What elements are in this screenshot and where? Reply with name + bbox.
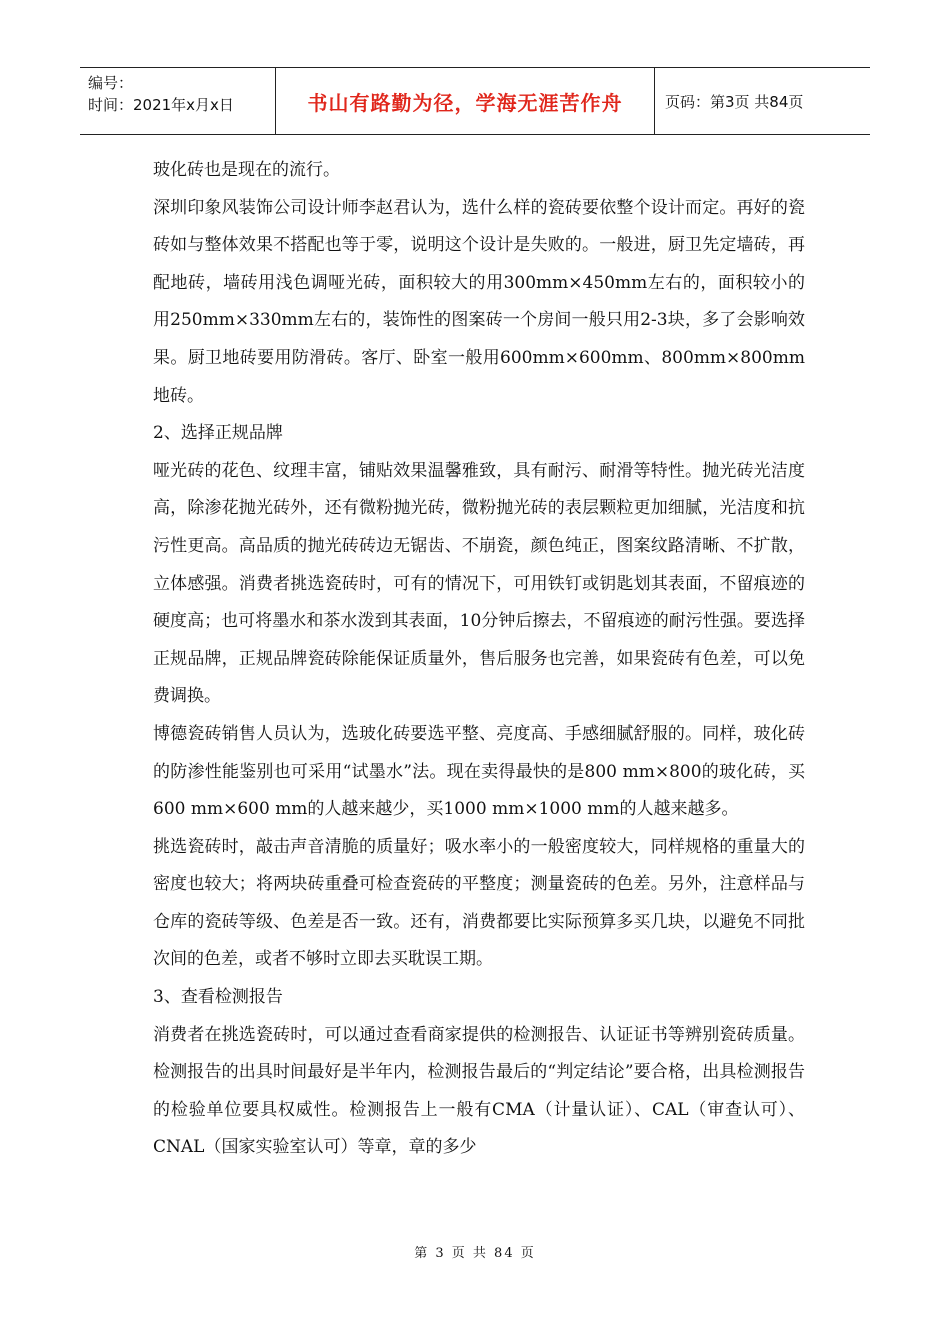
document-date-label: 时间：2021年x月x日 <box>88 96 234 114</box>
header-meta <box>80 68 276 134</box>
paragraph: 深圳印象风装饰公司设计师李赵君认为，选什么样的瓷砖要依整个设计而定。再好的瓷砖如与整体效果不搭配也等于零，说明这个设计是失败的。一般进，厨卫先定墙砖，再配地砖，墙砖用浅色调哑光砖，面积较大的用300mm×450mm左右的，面积较小的用250mm×330mm左右的，装饰性的图案砖一个房间一般只用2-3块，多了会影响效果。厨卫地砖要用防滑砖。客厅、卧室一般用600mm×600mm、800mm×800mm地砖。 <box>153 197 805 406</box>
paragraph: 挑选瓷砖时，敲击声音清脆的质量好；吸水率小的一般密度较大，同样规格的重量大的密度也较大；将两块砖重叠可检查瓷砖的平整度；测量瓷砖的色差。另外，注意样品与仓库的瓷砖等级、色差是否一致。还有，消费都要比实际预算多买几块，以避免不同批次间的色差，或者不够时立即去买耽误工期。 <box>153 836 805 970</box>
page-footer: 第 3 页 共 84 页 <box>414 1246 536 1261</box>
paragraph: 博德瓷砖销售人员认为，选玻化砖要选平整、亮度高、手感细腻舒服的。同样，玻化砖的防渗性能鉴别也可采用“试墨水”法。现在卖得最快的是800 mm×800的玻化砖，买600 mm×600 mm的人越来越少，买1000 mm×1000 mm的人越来越多。 <box>153 723 805 820</box>
paragraph: 玻化砖也是现在的流行。 <box>153 160 340 180</box>
document-number-label: 编号： <box>88 74 134 92</box>
header-motto: 书山有路勤为径，学海无涯苦作舟 <box>276 68 655 134</box>
header-page-number: 页码：第3页 共84页 <box>665 92 804 111</box>
paragraph: 哑光砖的花色、纹理丰富，铺贴效果温馨雅致，具有耐污、耐滑等特性。抛光砖光洁度高，除渗花抛光砖外，还有微粉抛光砖，微粉抛光砖的表层颗粒更加细腻，光洁度和抗污性更高。高品质的抛光砖砖边无锯齿、不崩瓷，颜色纯正，图案纹路清晰、不扩散，立体感强。消费者挑选瓷砖时，可有的情况下，可用铁钉或钥匙划其表面，不留痕迹的硬度高；也可将墨水和茶水泼到其表面，10分钟后擦去，不留痕迹的耐污性强。要选择正规品牌，正规品牌瓷砖除能保证质量外，售后服务也完善，如果瓷砖有色差，可以免费调换。 <box>153 460 805 707</box>
section-heading: 3、查看检测报告 <box>153 987 283 1008</box>
paragraph: 消费者在挑选瓷砖时，可以通过查看商家提供的检测报告、认证证书等辨别瓷砖质量。检测报告的出具时间最好是半年内，检测报告最后的“判定结论”要合格，出具检测报告的检验单位要具权威性。检测报告上一般有CMA（计量认证）、CAL（审查认可）、CNAL（国家实验室认可）等章，章的多少 <box>153 1024 805 1158</box>
page-header <box>80 67 870 135</box>
section-heading: 2、选择正规品牌 <box>153 423 283 444</box>
document-body <box>153 152 805 1167</box>
